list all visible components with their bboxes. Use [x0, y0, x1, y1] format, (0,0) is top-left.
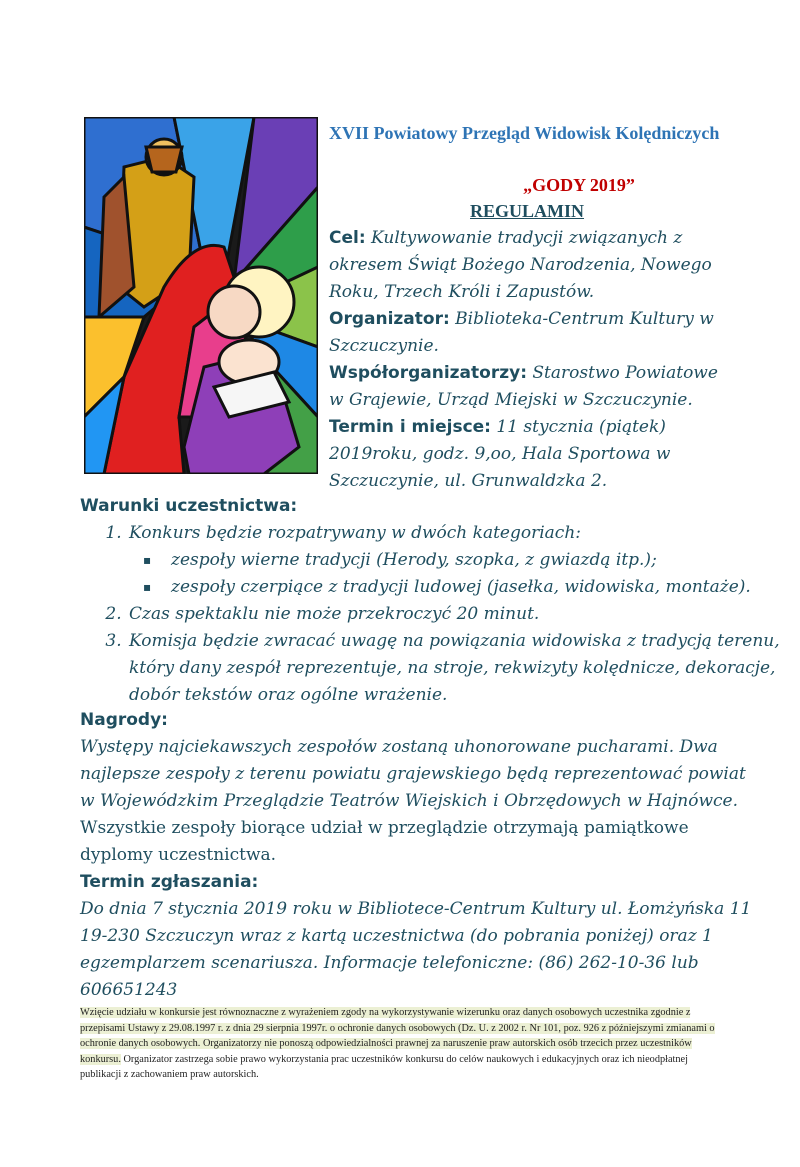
- organizator-text: Biblioteka-Centrum Kultury w Szczuczynie.: [329, 309, 714, 356]
- warunki-list: [80, 520, 800, 709]
- legal-footnote: [80, 1005, 730, 1083]
- nagrody-text: [80, 734, 760, 869]
- nagrody-normal-text: Wszystkie zespoły biorące udział w przeglądzie otrzymają pamiątkowe dyplomy uczestnictwa.: [80, 818, 689, 865]
- sub-list-item: ▪ zespoły czerpiące z tradycji ludowej (jasełka, widowiska, montaże).: [169, 574, 800, 601]
- termin-zglaszania-text: Do dnia 7 stycznia 2019 roku w Bibliotece-Centrum Kultury ul. Łomżyńska 11 19-230 Szczuczyn wraz z kartą uczestnictwa (do pobrania poniżej) oraz 1 egzemplarzem scenariusza. Informacje telefoniczne: (86) 262-10-36 lub 606651243: [80, 899, 752, 1000]
- cel-text: Kultywowanie tradycji związanych z okresem Świąt Bożego Narodzenia, Nowego Roku, Trzech Króli i Zapustów.: [329, 228, 712, 302]
- event-info: [329, 225, 729, 495]
- cel-label: Cel:: [329, 228, 366, 248]
- organizator-label: Organizator:: [329, 309, 450, 329]
- nagrody-heading: Nagrody:: [80, 710, 168, 730]
- termin-label: Termin i miejsce:: [329, 417, 491, 437]
- page-title: XVII Powiatowy Przegląd Widowisk Kolędniczych: [329, 123, 720, 143]
- termin-zglaszania-heading: Termin zgłaszania:: [80, 872, 259, 892]
- list-item-text: Konkurs będzie rozpatrywany w dwóch kategoriach:: [129, 523, 581, 543]
- event-subtitle: „GODY 2019”: [523, 175, 635, 195]
- nativity-stained-glass-image: [84, 117, 318, 474]
- list-item: 2. Czas spektaklu nie może przekroczyć 20 minut.: [127, 601, 800, 628]
- termin-text: 11 stycznia (piątek) 2019roku, godz. 9,oo, Hala Sportowa w Szczuczynie, ul. Grunwaldzka 2.: [329, 417, 671, 491]
- warunki-heading: Warunki uczestnictwa:: [80, 496, 298, 516]
- list-item: 3. Komisja będzie zwracać uwagę na powiązania widowiska z tradycją terenu, który dany zespół reprezentuje, na stroje, rekwizyty kolędnicze, dekoracje, dobór tekstów oraz ogólne wrażenie.: [127, 628, 800, 709]
- wspolorganizatorzy-label: Współorganizatorzy:: [329, 363, 527, 383]
- sub-list: [129, 547, 800, 601]
- regulamin-heading: REGULAMIN: [470, 201, 585, 221]
- sub-list-item: ▪ zespoły wierne tradycji (Herody, szopka, z gwiazdą itp.);: [169, 547, 800, 574]
- wspolorganizatorzy-text: Starostwo Powiatowe w Grajewie, Urząd Miejski w Szczuczynie.: [329, 363, 718, 410]
- plain-footnote: Organizator zastrzega sobie prawo wykorzystania prac uczestników konkursu do celów naukowych i edukacyjnych oraz ich nieodpłatnej publikacji z zachowaniem praw autorskich.: [80, 1053, 688, 1080]
- list-item: [127, 520, 800, 601]
- nagrody-italic-text: Występy najciekawszych zespołów zostaną uhonorowane pucharami. Dwa najlepsze zespoły z terenu powiatu grajewskiego będą reprezentować powiat w Wojewódzkim Przeglądzie Teatrów Wiejskich i Obrzędowych w Hajnówce.: [80, 737, 746, 811]
- highlighted-footnote: Wzięcie udziału w konkursie jest równoznaczne z wyrażeniem zgody na wykorzystywanie wizerunku oraz danych osobowych uczestnika zgodnie z przepisami Ustawy z 29.08.1997 r. z dnia 29 sierpnia 1997r. o ochronie danych osobowych (Dz. U. z 2002 r. Nr 101, poz. 926 z późniejszymi zmianami o ochronie danych osobowych. Organizatorzy nie ponoszą odpowiedzialności prawnej za naruszenie praw autorskich osób trzecich przez uczestników konkursu.: [80, 1007, 715, 1065]
